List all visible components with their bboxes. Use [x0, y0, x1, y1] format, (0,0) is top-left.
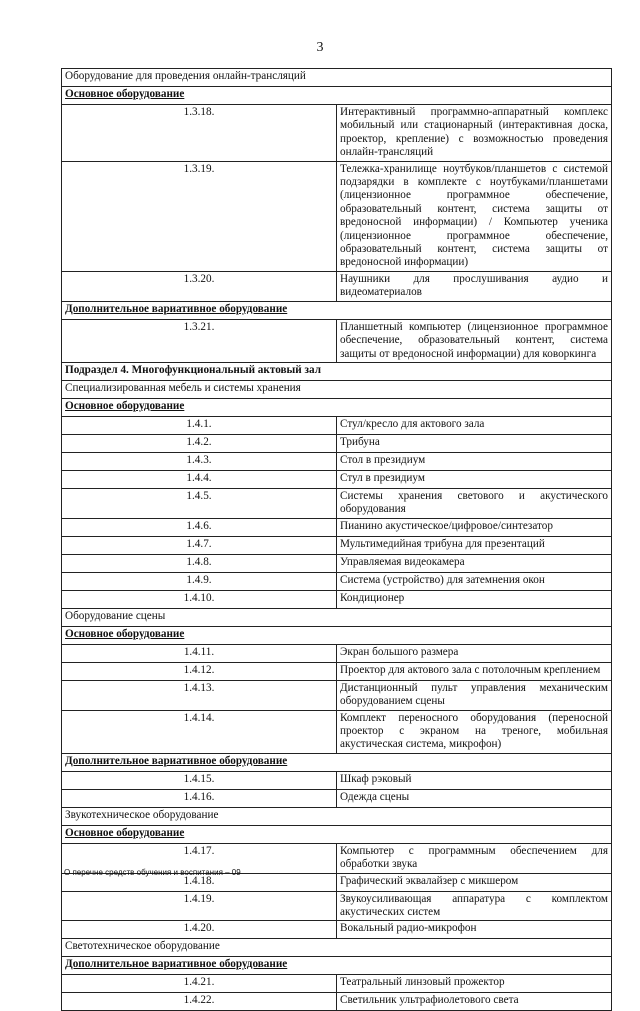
table-row: [62, 488, 612, 518]
subsection-header-row: [62, 626, 612, 644]
subsection-header-row: [62, 301, 612, 319]
section-header-row: [62, 608, 612, 626]
subsection-header: Основное оборудование: [62, 87, 612, 105]
item-description: Театральный линзовый прожектор: [337, 975, 612, 993]
table-row: [62, 975, 612, 993]
table-row: [62, 518, 612, 536]
item-number: 1.4.15.: [62, 771, 337, 789]
item-number: 1.4.12.: [62, 662, 337, 680]
table-row: [62, 771, 612, 789]
section-header: Специализированная мебель и системы хранения: [62, 380, 612, 398]
item-number: 1.4.19.: [62, 891, 337, 921]
item-description: Стол в президиум: [337, 452, 612, 470]
item-number: 1.4.4.: [62, 470, 337, 488]
subsection-header: Дополнительное вариативное оборудование: [62, 753, 612, 771]
section-header: Светотехническое оборудование: [62, 939, 612, 957]
item-number: 1.4.9.: [62, 572, 337, 590]
item-description: Звукоусиливающая аппаратура с комплектом акустических систем: [337, 891, 612, 921]
subsection-header: Основное оборудование: [62, 398, 612, 416]
item-number: 1.4.17.: [62, 843, 337, 873]
item-description: Наушники для прослушивания аудио и видеоматериалов: [337, 271, 612, 301]
subdivision-header: Подраздел 4. Многофункциональный актовый зал: [62, 362, 612, 380]
section-header-row: [62, 69, 612, 87]
table-row: [62, 105, 612, 162]
page-footer: О перечне средств обучения и воспитания – 09: [64, 868, 241, 877]
item-description: Трибуна: [337, 434, 612, 452]
table-row: [62, 921, 612, 939]
subsection-header-row: [62, 87, 612, 105]
item-description: Шкаф рэковый: [337, 771, 612, 789]
item-number: 1.3.21.: [62, 319, 337, 362]
item-number: 1.4.6.: [62, 518, 337, 536]
item-number: 1.4.5.: [62, 488, 337, 518]
item-number: 1.4.20.: [62, 921, 337, 939]
subsection-header-row: [62, 753, 612, 771]
table-row: [62, 271, 612, 301]
item-number: 1.4.3.: [62, 452, 337, 470]
page-number: 3: [316, 40, 324, 55]
table-row: [62, 590, 612, 608]
subsection-header: Основное оборудование: [62, 825, 612, 843]
item-number: 1.3.19.: [62, 161, 337, 271]
item-number: 1.4.13.: [62, 680, 337, 710]
section-header: Оборудование для проведения онлайн-трансляций: [62, 69, 612, 87]
section-header-row: [62, 380, 612, 398]
item-description: Графический эквалайзер с микшером: [337, 873, 612, 891]
table-row: [62, 161, 612, 271]
item-description: Стул/кресло для актового зала: [337, 416, 612, 434]
item-description: Экран большого размера: [337, 644, 612, 662]
table-row: [62, 536, 612, 554]
subsection-header: Основное оборудование: [62, 626, 612, 644]
item-number: 1.3.20.: [62, 271, 337, 301]
item-number: 1.4.22.: [62, 993, 337, 1011]
item-description: Стул в президиум: [337, 470, 612, 488]
item-description: Вокальный радио-микрофон: [337, 921, 612, 939]
table-row: [62, 662, 612, 680]
item-description: Проектор для актового зала с потолочным креплением: [337, 662, 612, 680]
section-header: Оборудование сцены: [62, 608, 612, 626]
table-row: [62, 470, 612, 488]
section-header: Звукотехническое оборудование: [62, 807, 612, 825]
subsection-header-row: [62, 398, 612, 416]
subsection-header-row: [62, 825, 612, 843]
item-number: 1.4.18.: [62, 873, 337, 891]
item-number: 1.4.1.: [62, 416, 337, 434]
table-row: [62, 644, 612, 662]
table-row: [62, 554, 612, 572]
table-row: [62, 891, 612, 921]
table-row: [62, 572, 612, 590]
item-number: 1.4.14.: [62, 710, 337, 753]
item-number: 1.4.7.: [62, 536, 337, 554]
table-row: [62, 710, 612, 753]
table-row: [62, 416, 612, 434]
item-description: Системы хранения светового и акустического оборудования: [337, 488, 612, 518]
item-number: 1.4.16.: [62, 789, 337, 807]
item-description: Светильник ультрафиолетового света: [337, 993, 612, 1011]
item-description: Планшетный компьютер (лицензионное программное обеспечение, образовательный контент, система защиты от вредоносной информации) для коворкинга: [337, 319, 612, 362]
item-description: Управляемая видеокамера: [337, 554, 612, 572]
item-number: 1.4.11.: [62, 644, 337, 662]
item-description: Кондиционер: [337, 590, 612, 608]
subsection-header: Дополнительное вариативное оборудование: [62, 301, 612, 319]
item-description: Мультимедийная трибуна для презентаций: [337, 536, 612, 554]
item-description: Система (устройство) для затемнения окон: [337, 572, 612, 590]
item-description: Компьютер с программным обеспечением для обработки звука: [337, 843, 612, 873]
item-description: Дистанционный пульт управления механическим оборудованием сцены: [337, 680, 612, 710]
subsection-header: Дополнительное вариативное оборудование: [62, 957, 612, 975]
item-description: Пианино акустическое/цифровое/синтезатор: [337, 518, 612, 536]
item-number: 1.4.2.: [62, 434, 337, 452]
item-description: Тележка-хранилище ноутбуков/планшетов с системой подзарядки в комплекте с ноутбуками/планшетами (лицензионное программное обеспечение, образовательный контент, система защиты от вредоносной информации) / Компьютер ученика (лицензионное программное обеспечение, образовательный контент, система защиты от вредоносной информации): [337, 161, 612, 271]
item-number: 1.4.8.: [62, 554, 337, 572]
item-number: 1.3.18.: [62, 105, 337, 162]
subsection-header-row: [62, 957, 612, 975]
item-description: Интерактивный программно-аппаратный комплекс мобильный или стационарный (интерактивная доска, проектор, крепление) с возможностью проведения онлайн-трансляций: [337, 105, 612, 162]
table-row: [62, 993, 612, 1011]
section-header-row: [62, 807, 612, 825]
table-row: [62, 434, 612, 452]
item-description: Комплект переносного оборудования (переносной проектор с экраном на треноге, мобильная акустическая система, микрофон): [337, 710, 612, 753]
item-number: 1.4.10.: [62, 590, 337, 608]
table-row: [62, 680, 612, 710]
table-row: [62, 319, 612, 362]
item-number: 1.4.21.: [62, 975, 337, 993]
subdivision-header-row: [62, 362, 612, 380]
item-description: Одежда сцены: [337, 789, 612, 807]
table-row: [62, 452, 612, 470]
section-header-row: [62, 939, 612, 957]
table-row: [62, 789, 612, 807]
